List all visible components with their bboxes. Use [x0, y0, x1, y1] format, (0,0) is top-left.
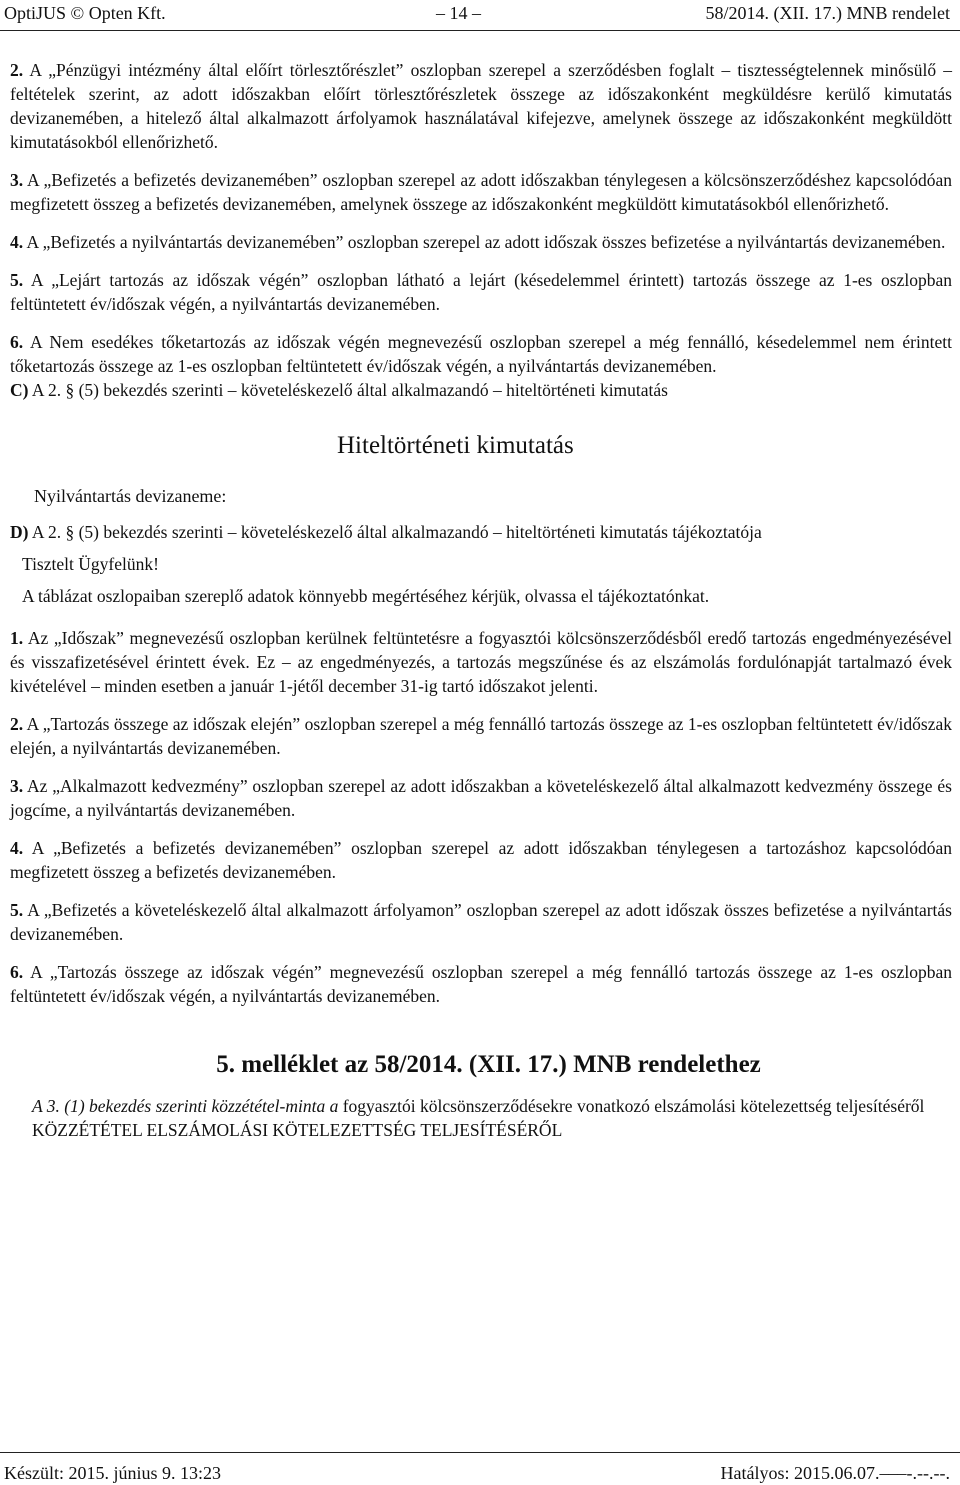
annex-intro-italic: A 3. (1) bekezdés szerinti közzététel-minta a [32, 1096, 339, 1116]
numbered-paragraph [10, 58, 952, 154]
item-number: 6. [10, 332, 24, 352]
item-text: A „Befizetés a befizetés devizanemében” oszlopban szerepel az adott időszakban ténylegesen a kölcsönszerződéshez kapcsolódóan megfizetett összeg a befizetés devizanemében, amelynek összege az időszakonként megküldött kimutatásokból ellenőrizhető. [10, 170, 952, 214]
numbered-paragraph [10, 960, 952, 1008]
annex-caps-title: KÖZZÉTÉTEL ELSZÁMOLÁSI KÖTELEZETTSÉG TELJESÍTÉSÉRŐL [32, 1120, 563, 1140]
item-text: A „Befizetés a nyilvántartás devizanemében” oszlopban szerepel az adott időszak összes befizetése a nyilvántartás devizanemében. [26, 232, 946, 252]
page-header [0, 0, 960, 31]
form-title: Hiteltörténeti kimutatás [337, 432, 574, 459]
annex-intro-rest: fogyasztói kölcsönszerződésekre vonatkozó elszámolási kötelezettség teljesítéséről [338, 1096, 925, 1116]
numbered-paragraph [10, 168, 952, 216]
document-body [10, 58, 952, 1142]
item-text: Az „Időszak” megnevezésű oszlopban kerülnek feltüntetésre a fogyasztói kölcsönszerződésből eredő tartozás engedményezésével és visszafizetésével érintett évek. Ez – az engedményezés, a tartozás megszűnése és az elszámolás fordulónapját tartalmazó évek kivételével – minden esetben a január 1-jétől december 31-ig tartó időszakot jelenti. [10, 628, 952, 696]
item-text: A „Tartozás összege az időszak végén” megnevezésű oszlopban szerepel a még fennálló tartozás összege az 1-es oszlopban feltüntetett év/időszak végén, a nyilvántartás devizanemében. [10, 962, 952, 1006]
item-number: 5. [10, 900, 24, 920]
numbered-paragraph [10, 230, 952, 254]
numbered-paragraph [10, 626, 952, 698]
item-text: A Nem esedékes tőketartozás az időszak végén megnevezésű oszlopban szerepel a még fennálló, késedelemmel nem érintett tőketartozás összege az 1-es oszlopban feltüntetett év/időszak végén, a nyilvántartás devizanemében. [10, 332, 952, 376]
item-text: A „Lejárt tartozás az időszak végén” oszlopban látható a lejárt (késedelemmel érintett) tartozás összege az 1-es oszlopban feltüntetett év/időszak végén, a nyilvántartás devizanemében. [10, 270, 952, 314]
item-text: A „Befizetés a követeléskezelő által alkalmazott árfolyamon” oszlopban szerepel az adott időszak összes befizetése a nyilvántartás devizanemében. [10, 900, 952, 944]
publisher-label: OptiJUS © Opten Kft. [4, 3, 166, 23]
section-letter: C) [10, 380, 29, 400]
item-text: A „Befizetés a befizetés devizanemében” oszlopban szerepel az adott időszakban ténylegesen a tartozáshoz kapcsolódóan megfizetett összeg a befizetés devizanemében. [10, 838, 952, 882]
created-timestamp: Készült: 2015. június 9. 13:23 [4, 1463, 221, 1483]
annex-intro [10, 1094, 952, 1118]
section-letter: D) [10, 522, 29, 542]
page-number: – 14 – [436, 3, 481, 23]
item-number: 4. [10, 838, 24, 858]
item-number: 3. [10, 776, 24, 796]
numbered-paragraph [10, 836, 952, 884]
greeting: Tisztelt Ügyfelünk! [22, 554, 159, 574]
item-number: 4. [10, 232, 24, 252]
item-text: A „Tartozás összege az időszak elején” oszlopban szerepel a még fennálló tartozás összege az 1-es oszlopban feltüntetett év/időszak elején, a nyilvántartás devizanemében. [10, 714, 952, 758]
intro-text: A táblázat oszlopaiban szereplő adatok könnyebb megértéséhez kérjük, olvassa el tájékoztatónkat. [22, 586, 710, 606]
numbered-paragraph [10, 330, 952, 378]
section-c-heading [10, 378, 952, 402]
item-number: 2. [10, 60, 24, 80]
section-d-heading [10, 520, 952, 544]
document-title: 58/2014. (XII. 17.) MNB rendelet [705, 3, 950, 23]
item-number: 5. [10, 270, 24, 290]
effective-date: Hatályos: 2015.06.07.–––-.--.--. [720, 1463, 950, 1483]
section-text: A 2. § (5) bekezdés szerinti – követeléskezelő által alkalmazandó – hiteltörténeti kimutatás [31, 380, 668, 400]
numbered-paragraph [10, 898, 952, 946]
annex-heading: 5. melléklet az 58/2014. (XII. 17.) MNB rendelethez [216, 1051, 761, 1078]
item-text: A „Pénzügyi intézmény által előírt törlesztőrészlet” oszlopban szerepel a szerződésben foglalt – tisztességtelennek minősülő – feltételek szerint, az adott időszakban előírt törlesztőrészletek összege az időszakonként megküldésre kerülő kimutatás devizanemében, a hitelező által alkalmazott árfolyamok használatával kifejezve, amelynek összege az időszakonként megküldött kimutatásokból ellenőrizhető. [10, 60, 952, 152]
item-number: 2. [10, 714, 24, 734]
numbered-paragraph [10, 712, 952, 760]
item-number: 1. [10, 628, 24, 648]
currency-label: Nyilvántartás devizaneme: [34, 486, 227, 506]
item-text: Az „Alkalmazott kedvezmény” oszlopban szerepel az adott időszakban a követeléskezelő által alkalmazott kedvezmény összege és jogcíme, a nyilvántartás devizanemében. [10, 776, 952, 820]
numbered-paragraph [10, 774, 952, 822]
credit-history-form [10, 402, 952, 520]
numbered-paragraph [10, 268, 952, 316]
page-footer [0, 1452, 960, 1485]
item-number: 6. [10, 962, 24, 982]
item-number: 3. [10, 170, 24, 190]
section-text: A 2. § (5) bekezdés szerinti – követeléskezelő által alkalmazandó – hiteltörténeti kimutatás tájékoztatója [31, 522, 762, 542]
